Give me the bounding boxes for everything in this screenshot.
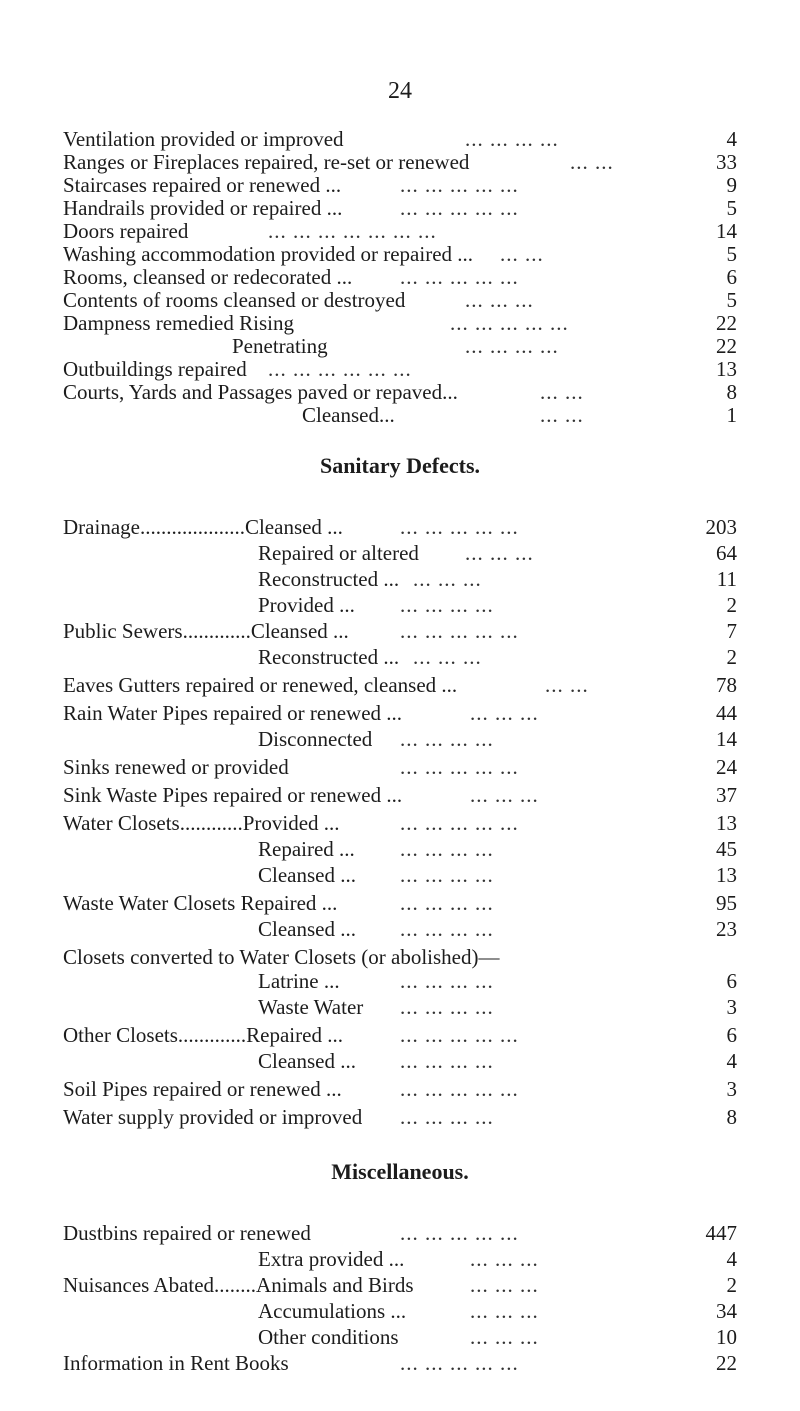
table-row: [0, 836, 800, 862]
row-label: Washing accommodation provided or repaired ...: [63, 242, 474, 266]
table-row: [0, 916, 800, 942]
dot-leader: ... ... ... ...: [400, 969, 494, 993]
row-label: Sinks renewed or provided: [63, 755, 289, 779]
table-row: [0, 994, 800, 1020]
row-value: 447: [705, 1221, 737, 1245]
dot-leader: ... ... ...: [470, 1325, 539, 1349]
dot-leader: ... ... ... ... ...: [400, 1351, 519, 1375]
table-row: [0, 644, 800, 670]
table-row: [0, 592, 800, 618]
row-label: Accumulations ...: [258, 1299, 407, 1323]
row-value: 4: [726, 127, 737, 151]
row-value: 203: [705, 515, 737, 539]
table-row: [0, 968, 800, 994]
row-value: 6: [726, 1023, 737, 1047]
dot-leader: ... ... ... ... ... ...: [268, 357, 412, 381]
row-value: 6: [726, 969, 737, 993]
dot-leader: ... ... ... ... ...: [400, 1221, 519, 1245]
row-label: Doors repaired: [63, 219, 189, 243]
table-row: [0, 1298, 800, 1324]
row-value: 78: [716, 673, 737, 697]
dot-leader: ... ... ... ...: [400, 1049, 494, 1073]
row-label: Courts, Yards and Passages paved or repaved...: [63, 380, 458, 404]
row-value: 33: [716, 150, 737, 174]
row-value: 11: [716, 567, 737, 591]
table-row: [0, 1350, 800, 1376]
row-label: Nuisances Abated........Animals and Birds: [63, 1273, 414, 1297]
table-row: [0, 726, 800, 752]
row-label: Dampness remedied Rising: [63, 311, 294, 335]
table-row: [0, 890, 800, 916]
row-value: 4: [726, 1247, 737, 1271]
dot-leader: ... ... ...: [470, 1247, 539, 1271]
row-label: Drainage....................Cleansed ...: [63, 515, 343, 539]
row-label: Reconstructed ...: [258, 567, 400, 591]
dot-leader: ... ... ... ... ...: [400, 1023, 519, 1047]
row-label: Other Closets.............Repaired ...: [63, 1023, 343, 1047]
row-value: 8: [726, 380, 737, 404]
dot-leader: ... ... ... ...: [400, 727, 494, 751]
table-row: [0, 1272, 800, 1298]
row-label: Contents of rooms cleansed or destroyed: [63, 288, 406, 312]
row-label: Handrails provided or repaired ...: [63, 196, 343, 220]
row-value: 22: [716, 334, 737, 358]
dot-leader: ... ... ... ... ...: [400, 811, 519, 835]
row-label: Outbuildings repaired: [63, 357, 247, 381]
row-value: 14: [716, 219, 737, 243]
table-row: [0, 566, 800, 592]
row-value: 2: [726, 593, 737, 617]
row-value: 9: [726, 173, 737, 197]
dot-leader: ... ... ... ... ...: [400, 173, 519, 197]
dot-leader: ... ... ...: [413, 567, 482, 591]
row-label: Other conditions: [258, 1325, 399, 1349]
table-row: [0, 672, 800, 698]
row-label: Ventilation provided or improved: [63, 127, 344, 151]
row-label: Rain Water Pipes repaired or renewed ...: [63, 701, 403, 725]
table-row: [0, 618, 800, 644]
dot-leader: ... ... ... ...: [465, 334, 559, 358]
row-label: Waste Water Closets Repaired ...: [63, 891, 338, 915]
section-heading: Sanitary Defects.: [319, 453, 481, 478]
table-row: [0, 700, 800, 726]
dot-leader: ... ...: [500, 242, 544, 266]
row-label: Penetrating: [232, 334, 328, 358]
table-row: [0, 810, 800, 836]
dot-leader: ... ... ... ... ... ... ...: [268, 219, 437, 243]
row-value: 22: [716, 1351, 737, 1375]
row-label: Cleansed ...: [258, 1049, 356, 1073]
row-label: Rooms, cleansed or redecorated ...: [63, 265, 353, 289]
dot-leader: ... ... ...: [470, 1299, 539, 1323]
table-row: [0, 1048, 800, 1074]
row-value: 2: [726, 645, 737, 669]
dot-leader: ... ... ... ... ...: [400, 265, 519, 289]
section-heading: Miscellaneous.: [331, 1159, 469, 1184]
row-value: 1: [726, 403, 737, 427]
row-value: 8: [726, 1105, 737, 1129]
row-value: 3: [726, 1077, 737, 1101]
row-label: Sink Waste Pipes repaired or renewed ...: [63, 783, 403, 807]
row-label: Reconstructed ...: [258, 645, 400, 669]
row-label: Cleansed...: [302, 403, 395, 427]
table-row: [0, 1324, 800, 1350]
table-row: [0, 754, 800, 780]
row-label: Ranges or Fireplaces repaired, re-set or renewed: [63, 150, 470, 174]
row-label: Cleansed ...: [258, 917, 356, 941]
row-label: Information in Rent Books: [63, 1351, 289, 1375]
table-row: [0, 862, 800, 888]
dot-leader: ... ... ...: [465, 288, 534, 312]
row-value: 13: [716, 357, 737, 381]
row-value: 34: [716, 1299, 737, 1323]
row-value: 37: [716, 783, 737, 807]
row-label: Extra provided ...: [258, 1247, 405, 1271]
table-row: [0, 1246, 800, 1272]
row-value: 2: [726, 1273, 737, 1297]
row-label: Latrine ...: [258, 969, 340, 993]
row-label: Soil Pipes repaired or renewed ...: [63, 1077, 342, 1101]
dot-leader: ... ...: [540, 380, 584, 404]
dot-leader: ... ... ... ...: [400, 891, 494, 915]
dot-leader: ... ... ... ...: [400, 837, 494, 861]
table-row: [0, 1220, 800, 1246]
dot-leader: ... ... ... ...: [400, 1105, 494, 1129]
row-value: 3: [726, 995, 737, 1019]
dot-leader: ... ... ... ... ...: [400, 515, 519, 539]
dot-leader: ... ... ...: [413, 645, 482, 669]
row-label: Public Sewers.............Cleansed ...: [63, 619, 349, 643]
dot-leader: ... ... ... ... ...: [450, 311, 569, 335]
dot-leader: ... ... ... ... ...: [400, 755, 519, 779]
row-value: 22: [716, 311, 737, 335]
table-row: [0, 782, 800, 808]
row-value: 6: [726, 265, 737, 289]
dot-leader: ... ... ...: [465, 541, 534, 565]
dot-leader: ... ...: [540, 403, 584, 427]
dot-leader: ... ... ... ...: [400, 593, 494, 617]
dot-leader: ... ... ...: [470, 1273, 539, 1297]
row-value: 5: [726, 196, 737, 220]
row-value: 24: [716, 755, 737, 779]
dot-leader: ... ... ... ... ...: [400, 619, 519, 643]
row-value: 95: [716, 891, 737, 915]
row-value: 45: [716, 837, 737, 861]
row-value: 13: [716, 811, 737, 835]
row-label: Repaired ...: [258, 837, 355, 861]
row-value: 23: [716, 917, 737, 941]
row-label: Cleansed ...: [258, 863, 356, 887]
table-row: [0, 1076, 800, 1102]
row-value: 13: [716, 863, 737, 887]
dot-leader: ... ...: [545, 673, 589, 697]
row-label: Repaired or altered: [258, 541, 419, 565]
row-value: 44: [716, 701, 737, 725]
row-label: Eaves Gutters repaired or renewed, cleansed ...: [63, 673, 458, 697]
dot-leader: ... ...: [570, 150, 614, 174]
row-label: Dustbins repaired or renewed: [63, 1221, 311, 1245]
row-label: Water Closets............Provided ...: [63, 811, 340, 835]
dot-leader: ... ... ...: [470, 701, 539, 725]
table-row: [0, 514, 800, 540]
dot-leader: ... ... ... ...: [400, 995, 494, 1019]
row-label: Disconnected: [258, 727, 373, 751]
row-value: 7: [726, 619, 737, 643]
row-value: 64: [716, 541, 737, 565]
row-label: Water supply provided or improved: [63, 1105, 363, 1129]
row-label: Waste Water: [258, 995, 364, 1019]
table-row: [0, 540, 800, 566]
row-value: 4: [726, 1049, 737, 1073]
dot-leader: ... ... ... ...: [400, 917, 494, 941]
row-value: 14: [716, 727, 737, 751]
table-row: [0, 402, 800, 428]
table-row: [0, 944, 800, 970]
row-value: 5: [726, 288, 737, 312]
row-label: Staircases repaired or renewed ...: [63, 173, 342, 197]
row-value: 5: [726, 242, 737, 266]
dot-leader: ... ... ... ... ...: [400, 1077, 519, 1101]
page-number: 24: [388, 78, 412, 104]
row-label: Provided ...: [258, 593, 355, 617]
dot-leader: ... ... ... ...: [465, 127, 559, 151]
dot-leader: ... ... ...: [470, 783, 539, 807]
row-value: 10: [716, 1325, 737, 1349]
table-row: [0, 1104, 800, 1130]
row-label: Closets converted to Water Closets (or abolished)—: [63, 945, 500, 969]
dot-leader: ... ... ... ... ...: [400, 196, 519, 220]
table-row: [0, 1022, 800, 1048]
dot-leader: ... ... ... ...: [400, 863, 494, 887]
